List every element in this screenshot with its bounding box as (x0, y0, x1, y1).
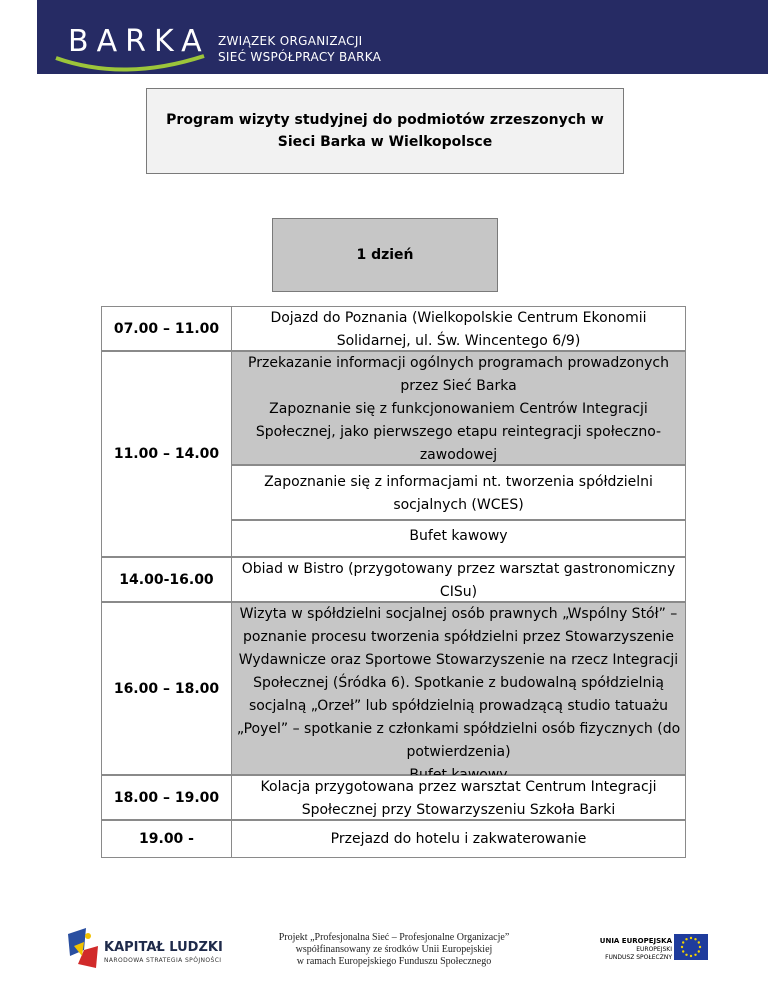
schedule-description (232, 306, 686, 351)
schedule-description (232, 820, 686, 858)
footer-project-note (262, 932, 526, 968)
eu-subtitle-2: FUNDUSZ SPOŁECZNY (605, 954, 672, 961)
schedule-description (232, 520, 686, 557)
schedule-line: Dojazd do Poznania (Wielkopolskie Centrum Ekonomii (270, 310, 647, 326)
day-label: 1 dzień (356, 247, 414, 263)
eu-title: UNIA EUROPEJSKA (599, 937, 672, 945)
schedule-line: Kolacja przygotowana przez warsztat Centrum Integracji (260, 779, 657, 795)
org-name-line2: SIEĆ WSPÓŁPRACY BARKA (218, 50, 382, 64)
schedule-time: 07.00 – 11.00 (101, 306, 232, 351)
schedule-time: 19.00 - (101, 820, 232, 858)
kapital-ludzki-logo-icon (66, 926, 100, 970)
schedule-line: Bufet kawowy (409, 528, 508, 544)
kapital-ludzki-subtitle: NARODOWA STRATEGIA SPÓJNOŚCI (104, 957, 222, 964)
footer-line: Projekt „Profesjonalna Sieć – Profesjonalne Organizacje” (278, 932, 510, 943)
schedule-line: Obiad w Bistro (przygotowany przez warsztat gastronomiczny (241, 561, 676, 577)
schedule-time: 18.00 – 19.00 (101, 775, 232, 820)
schedule-line: socjalną „Orzeł” lub spółdzielnią prowadzącą studio tatuażu (248, 698, 669, 714)
schedule-time: 14.00-16.00 (101, 557, 232, 602)
schedule-line: Zapoznanie się z informacjami nt. tworzenia spółdzielni (264, 474, 653, 490)
schedule-line: „Poyel” – spotkanie z członkami spółdzielni osób fizycznych (do (236, 721, 681, 737)
eu-subtitle-1: EUROPEJSKI (636, 946, 672, 953)
schedule-line: Wydawnicze oraz Sportowe Stowarzyszenie na rzecz Integracji (238, 652, 679, 668)
schedule-line: potwierdzenia) (406, 744, 511, 760)
schedule-line: Zapoznanie się z funkcjonowaniem Centrów Integracji (269, 401, 648, 417)
program-title: Program wizyty studyjnej do podmiotów zrzeszonych w Sieci Barka w Wielkopolsce (166, 112, 604, 150)
schedule-line: Społecznej (Śródka 6). Spotkanie z budowalną spółdzielnią (253, 675, 664, 691)
schedule-description (232, 351, 686, 465)
schedule-line: Solidarnej, ul. Św. Wincentego 6/9) (336, 333, 581, 349)
schedule-description (232, 775, 686, 820)
kapital-ludzki-title: KAPITAŁ LUDZKI (104, 940, 223, 955)
schedule-line: Społecznej, jako pierwszego etapu reintegracji społeczno- (255, 424, 662, 440)
schedule-time: 11.00 – 14.00 (101, 351, 232, 557)
org-name-line1: ZWIĄZEK ORGANIZACJI (218, 34, 363, 48)
program-title-box (146, 88, 624, 174)
schedule-line: Wizyta w spółdzielni socjalnej osób prawnych „Wspólny Stół” – (239, 606, 678, 622)
schedule-line: zawodowej (419, 447, 498, 463)
day-label-box (272, 218, 498, 292)
schedule-description (232, 557, 686, 602)
schedule-line: Społecznej przy Stowarzyszeniu Szkoła Barki (301, 802, 616, 818)
schedule-time: 16.00 – 18.00 (101, 602, 232, 775)
schedule-description (232, 465, 686, 520)
footer-line: w ramach Europejskiego Funduszu Społecznego (296, 956, 492, 967)
footer-line: współfinansowany ze środków Unii Europejskiej (295, 944, 493, 955)
schedule-line: CISu) (439, 584, 478, 600)
schedule-line: Przejazd do hotelu i zakwaterowanie (330, 831, 587, 847)
logo-swoosh-icon (54, 52, 214, 76)
schedule-description (232, 602, 686, 775)
schedule-line: Przekazanie informacji ogólnych programach prowadzonych (248, 355, 669, 371)
barka-logo-text: BARKA (68, 24, 210, 59)
schedule-line: poznanie procesu tworzenia spółdzielni przez Stowarzyszenie (243, 629, 674, 645)
schedule-line: przez Sieć Barka (400, 378, 517, 394)
eu-flag-icon (674, 934, 708, 960)
schedule-line: socjalnych (WCES) (393, 497, 524, 513)
